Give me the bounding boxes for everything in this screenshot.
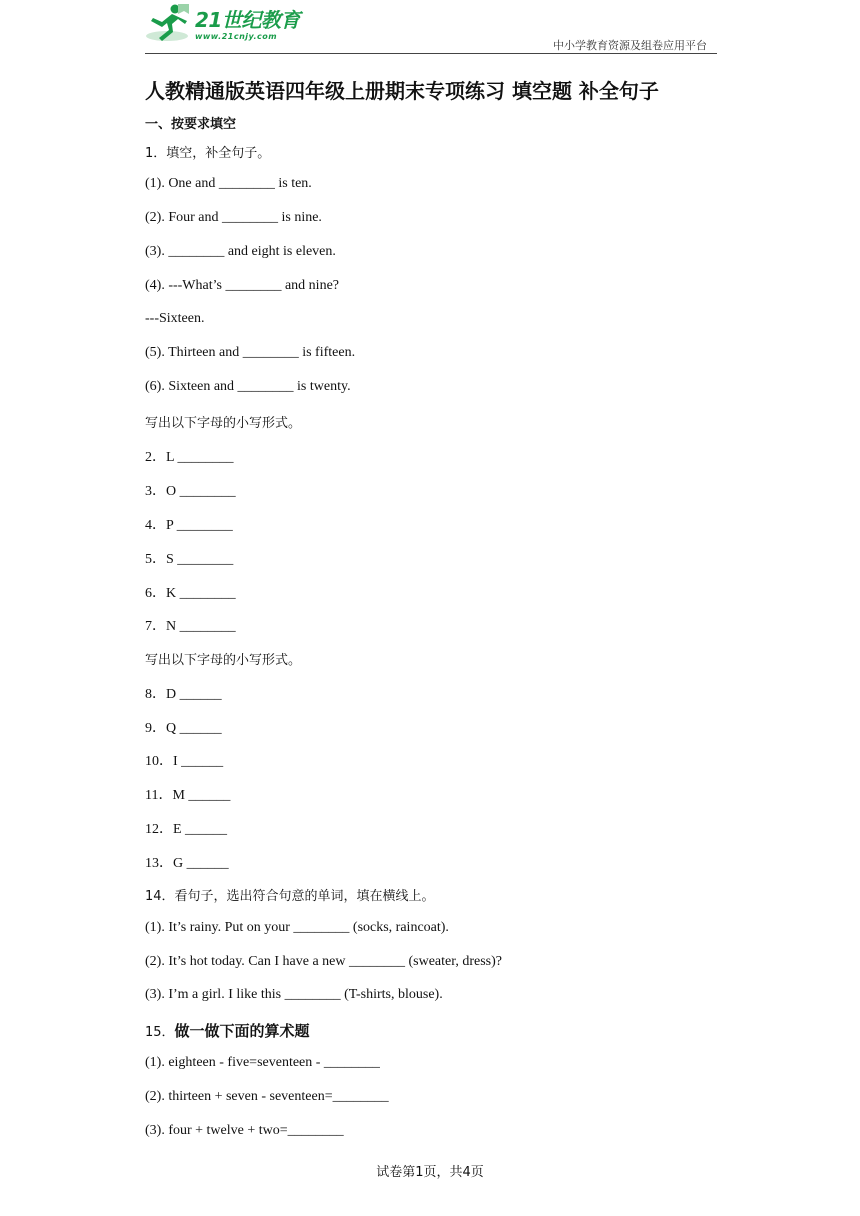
letter-question: 3．O ________	[145, 484, 236, 499]
letter-question: 9．Q ______	[145, 721, 222, 736]
question-item: (3). four + twelve + two=________	[145, 1123, 344, 1138]
group-intro: 写出以下字母的小写形式。	[145, 416, 302, 431]
question-stem: 1．填空，补全句子。	[145, 146, 271, 161]
letter-question: 4．P ________	[145, 518, 233, 533]
letter-question: 2．L ________	[145, 450, 234, 465]
question-item: (1). One and ________ is ten.	[145, 176, 312, 191]
header-divider	[145, 53, 717, 54]
question-item: (2). Four and ________ is nine.	[145, 210, 322, 225]
group-intro: 写出以下字母的小写形式。	[145, 653, 302, 668]
question-item: (3). I’m a girl. I like this ________ (T-shirts, blouse).	[145, 987, 443, 1002]
letter-question: 7．N ________	[145, 619, 236, 634]
letter-question: 11．M ______	[145, 788, 231, 803]
page-header	[145, 0, 717, 56]
question-item: (3). ________ and eight is eleven.	[145, 244, 336, 259]
question-item: ---Sixteen.	[145, 311, 205, 326]
question-item: (4). ---What’s ________ and nine?	[145, 278, 339, 293]
question-item: (1). It’s rainy. Put on your ________ (socks, raincoat).	[145, 920, 449, 935]
letter-question: 6．K ________	[145, 586, 236, 601]
letter-question: 12．E ______	[145, 822, 228, 837]
question-item: (2). thirteen + seven - seventeen=________	[145, 1089, 389, 1104]
runner-logo-icon	[145, 2, 193, 46]
page-footer: 试卷第1页，共4页	[376, 1165, 484, 1180]
section-heading: 一、按要求填空	[145, 117, 237, 132]
question-item: (6). Sixteen and ________ is twenty.	[145, 379, 351, 394]
question-item: (2). It’s hot today. Can I have a new ________ (sweater, dress)?	[145, 954, 502, 969]
question-title: 做一做下面的算术题	[174, 1022, 310, 1040]
question-item: (1). eighteen - five=seventeen - ________	[145, 1055, 380, 1070]
letter-question: 8．D ______	[145, 687, 222, 702]
question-number: 15．	[145, 1025, 175, 1040]
document-title: 人教精通版英语四年级上册期末专项练习 填空题 补全句子	[145, 79, 659, 103]
question-stem: 14．看句子，选出符合句意的单词，填在横线上。	[145, 889, 435, 904]
logo-brand: 21世纪教育	[195, 8, 300, 32]
question-stem	[145, 1020, 310, 1041]
letter-question: 13．G ______	[145, 856, 229, 871]
header-subtitle: 中小学教育资源及组卷应用平台	[553, 39, 707, 52]
logo-url: www.21cnjy.com	[195, 32, 278, 41]
question-item: (5). Thirteen and ________ is fifteen.	[145, 345, 356, 360]
letter-question: 10．I ______	[145, 754, 224, 769]
logo	[145, 2, 315, 46]
letter-question: 5．S ________	[145, 552, 234, 567]
